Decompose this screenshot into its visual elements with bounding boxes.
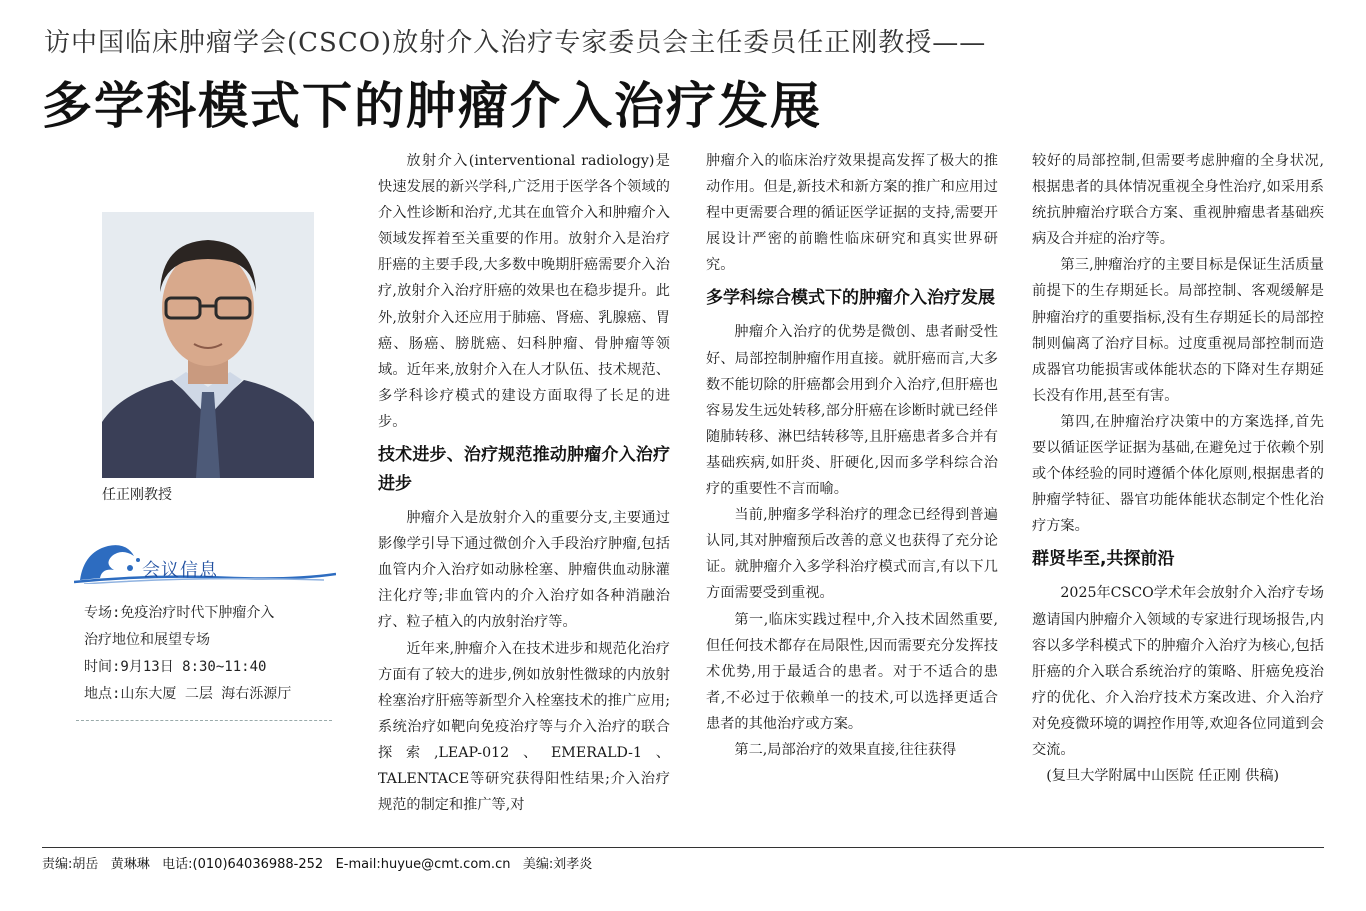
info-line: 专场:免疫治疗时代下肿瘤介入 [84, 605, 275, 621]
paragraph: 第三,肿瘤治疗的主要目标是保证生活质量前提下的生存期延长。局部控制、客观缓解是肿瘤治疗的重要指标,没有生存期延长的局部控制则偏离了治疗目标。过度重视局部控制而造成器官功能损害或体能状态的下降对生存期延长没有作用,甚至有害。 [1032, 257, 1324, 404]
article-column-3 [1032, 148, 1324, 789]
article-column-2 [706, 148, 998, 763]
paragraph: 放射介入(interventional radiology)是快速发展的新兴学科,广泛用于医学各个领域的介入性诊断和治疗,尤其在血管介入和肿瘤介入领域发挥着至关重要的作用。放射介入是治疗肝癌的主要手段,大多数中晚期肝癌需要介入治疗,放射介入治疗肝癌的效果也在稳步提升。此外,放射介入还应用于肺癌、肾癌、乳腺癌、胃癌、肠癌、膀胱癌、妇科肿瘤、骨肿瘤等领域。近年来,放射介入在人才队伍、技术规范、多学科诊疗模式的建设方面取得了长足的进步。 [378, 153, 670, 430]
info-body [84, 600, 334, 708]
info-title: 会议信息 [142, 560, 218, 581]
wave-curl [80, 545, 134, 580]
paragraph: 当前,肿瘤多学科治疗的理念已经得到普遍认同,其对肿瘤预后改善的意义也获得了充分论证。就肿瘤介入多学科治疗模式而言,有以下几方面需要受到重视。 [706, 507, 998, 602]
wave-dot-2 [136, 558, 140, 562]
footer-rule [42, 847, 1324, 848]
portrait-illustration [102, 212, 314, 478]
footer-credits: 责编:胡岳 黄琳琳 电话:(010)64036988-252 E-mail:huyue@cmt.com.cn 美编:刘孝炎 [42, 857, 593, 872]
paragraph: 2025年CSCO学术年会放射介入治疗专场邀请国内肿瘤介入领域的专家进行现场报告,内容以多学科模式下的肿瘤介入治疗为核心,包括肝癌的介入联合系统治疗的策略、肝癌免疫治疗的优化、介入治疗技术方案改进、介入治疗对免疫微环境的调控作用等,欢迎各位同道到会交流。 [1032, 585, 1324, 758]
portrait-photo [102, 212, 314, 478]
kicker: 访中国临床肿瘤学会(CSCO)放射介入治疗专家委员会主任委员任正刚教授—— [44, 28, 987, 58]
info-line: 地点:山东大厦 二层 海右泺源厅 [84, 686, 292, 702]
info-line: 时间:9月13日 8:30~11:40 [84, 659, 267, 675]
paragraph-continued: 肿瘤介入的临床治疗效果提高发挥了极大的推动作用。但是,新技术和新方案的推广和应用过程中更需要合理的循证医学证据的支持,需要开展设计严密的前瞻性临床研究和真实世界研究。 [706, 153, 998, 274]
section-heading: 技术进步、治疗规范推动肿瘤介入治疗进步 [378, 445, 670, 495]
wave-dot-1 [127, 565, 133, 571]
paragraph: 肿瘤介入治疗的优势是微创、患者耐受性好、局部控制肿瘤作用直接。就肝癌而言,大多数不能切除的肝癌都会用到介入治疗,但肝癌也容易发生远处转移,部分肝癌在诊断时就已经伴随肺转移、淋巴结转移等,且肝癌患者多合并有基础疾病,如肝炎、肝硬化,因而多学科综合治疗的重要性不言而喻。 [706, 324, 998, 498]
paragraph: 近年来,肿瘤介入在技术进步和规范化治疗方面有了较大的进步,例如放射性微球的内放射栓塞治疗肝癌等新型介入栓塞技术的推广应用;系统治疗如靶向免疫治疗等与介入治疗的联合探索,LEAP-012、EMERALD-1、TALENTACE等研究获得阳性结果;介入治疗规范的制定和推广等,对 [378, 640, 670, 814]
paragraph-continued: 较好的局部控制,但需要考虑肿瘤的全身状况,根据患者的具体情况重视全身性治疗,如采用系统抗肿瘤治疗联合方案、重视肿瘤患者基础疾病及合并症的治疗等。 [1032, 153, 1324, 248]
source-credit: (复旦大学附属中山医院 任正刚 供稿) [1046, 768, 1280, 785]
info-divider [76, 720, 332, 721]
article-column-1 [378, 148, 670, 818]
headline: 多学科模式下的肿瘤介入治疗发展 [42, 77, 822, 135]
section-heading: 多学科综合模式下的肿瘤介入治疗发展 [706, 288, 995, 309]
photo-caption: 任正刚教授 [102, 487, 172, 503]
info-line: 治疗地位和展望专场 [84, 632, 210, 648]
section-heading: 群贤毕至,共探前沿 [1032, 549, 1175, 570]
paragraph: 第一,临床实践过程中,介入技术固然重要,但任何技术都存在局限性,因而需要充分发挥技术优势,用于最适合的患者。对于不适合的患者,不必过于依赖单一的技术,可以选择更适合患者的其他治疗或方案。 [706, 611, 998, 732]
paragraph: 肿瘤介入是放射介入的重要分支,主要通过影像学引导下通过微创介入手段治疗肿瘤,包括血管内介入治疗如动脉栓塞、肿瘤供血动脉灌注化疗等;非血管内的介入治疗如各种消融治疗、粒子植入的内放射治疗等。 [378, 510, 670, 631]
paragraph: 第二,局部治疗的效果直接,往往获得 [734, 741, 957, 758]
paragraph: 第四,在肿瘤治疗决策中的方案选择,首先要以循证医学证据为基础,在避免过于依赖个别或个体经验的同时遵循个体化原则,根据患者的肿瘤学特征、器官功能体能状态制定个性化治疗方案。 [1032, 413, 1324, 535]
